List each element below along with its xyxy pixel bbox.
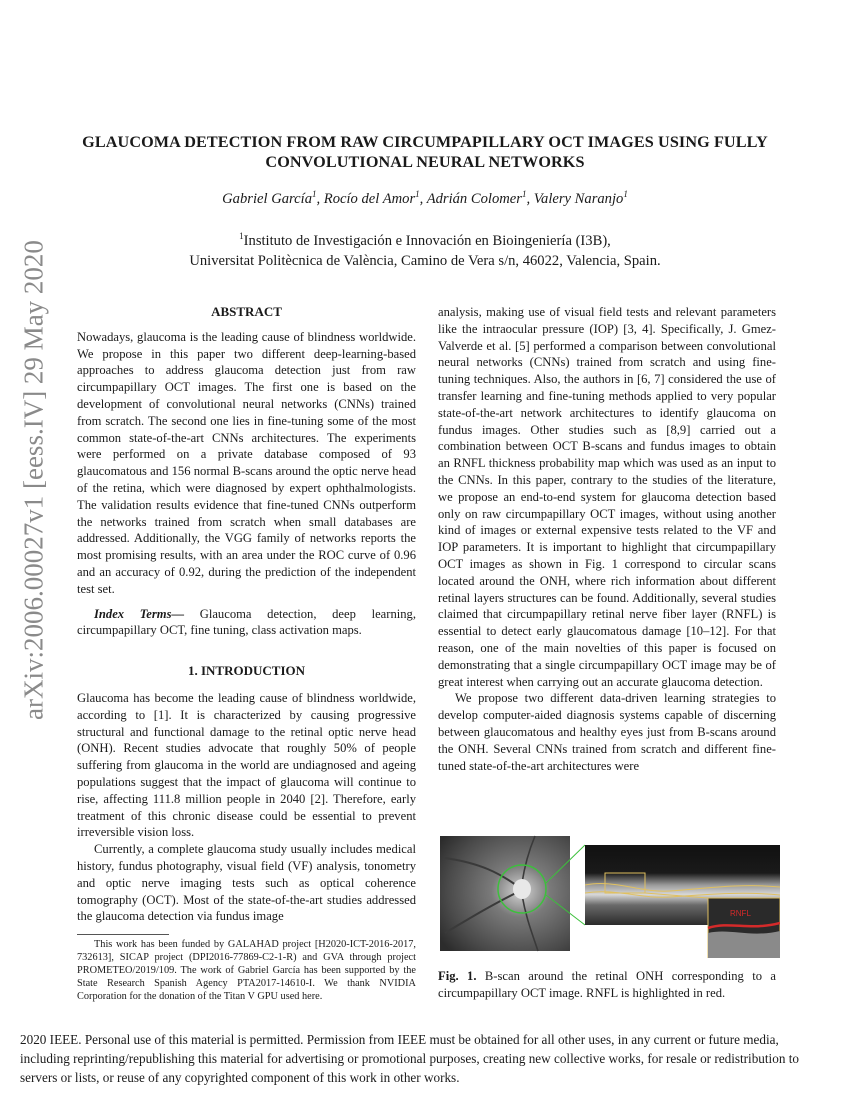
abstract-heading: ABSTRACT — [211, 304, 282, 319]
right-paragraph-2: We propose two different data-driven learning strategies to develop computer-aided diagnosis systems capable of discerning between glaucomatous and healthy eyes just from B-scans around the ONH. Several CNNs trained from scratch and different fine-tuned state-of-the-art architectures were — [438, 691, 776, 773]
footnote-text: This work has been funded by GALAHAD project [H2020-ICT-2016-2017, 732613], SICAP project (DPI2016-77869-C2-1-R) and GVA through project PROMETEO/2019/109. The work of Gabriel García has been supported by the State Research Spanish Agency PTA2017-14610-I. We thank NVIDIA Corporation for the donation of the Titan V GPU used here. — [77, 939, 416, 1002]
right-column — [438, 304, 776, 774]
fundus-image — [440, 836, 570, 951]
arxiv-side-label: arXiv:2006.00027v1 [eess.IV] 29 May 2020 — [18, 240, 49, 720]
affiliation — [60, 231, 790, 271]
optic-disc — [513, 879, 531, 899]
figure-1 — [440, 833, 780, 958]
left-column — [77, 304, 416, 925]
author-affil-mark: 1 — [623, 189, 628, 200]
index-terms-label: Index Terms— — [94, 606, 185, 621]
intro-paragraph-1: Glaucoma has become the leading cause of blindness worldwide, according to [1]. It is characterized by causing progressive structural and functional damage to the retinal optic nerve head (ONH). Recent studies advocate that roughly 50% of people suffering from glaucoma in the world are undiagnosed and ageing populations suggest that the impact of glaucoma will continue to rise, affecting 111.8 million people in 2040 [2]. Therefore, early treatment of this chronic disease could be essential to prevent irreversible vision loss. — [77, 690, 416, 840]
author-affil-mark: 1 — [521, 189, 527, 200]
index-terms — [77, 606, 416, 640]
author-name: Adrián Colomer — [426, 191, 522, 207]
funding-footnote — [77, 938, 416, 1003]
author-name: Rocío del Amor — [323, 191, 416, 207]
intro-paragraph-2: Currently, a complete glaucoma study usually includes medical history, fundus photography, visual field (VF) analysis, tonometry and optic nerve imaging tests such as optical coherence tomography (OCT). Most of the state-of-the-art studies addressed the glaucoma detection via fundus image — [77, 842, 416, 924]
author-name: Valery Naranjo — [533, 191, 624, 207]
author-affil-mark: 1 — [312, 189, 317, 200]
caption-label: Fig. 1. — [438, 969, 477, 983]
caption-text: B-scan around the retinal ONH corresponding to a circumpapillary OCT image. RNFL is highlighted in red. — [438, 969, 776, 1000]
affil-line-1: Instituto de Investigación e Innovación en Bioingeniería (I3B), — [243, 233, 611, 249]
affil-line-2: Universitat Politècnica de València, Camino de Vera s/n, 46022, Valencia, Spain. — [189, 253, 661, 269]
right-paragraph-1: analysis, making use of visual field tests and relevant parameters like the intraocular pressure (IOP) [3, 4]. Specifically, J. Gmez-Valverde et al. [5] performed a comparison between convolutional neural networks (CNNs) trained from scratch and using fine-tuning techniques. Also, the authors in [6, 7] considered the use of transfer learning and fine-tuning methods applied to very popular state-of-the-art network architectures to identify glaucoma on fundus images. Other studies such as [8,9] carried out a combination between OCT B-scans and fundus images to obtain an RNFL thickness probability map which was used as an input to the CNNs. In this paper, contrary to the studies of the literature, we propose an end-to-end system for glaucoma detection based only on raw circumpapillary OCT images, without using another kind of images or external expensive tests related to the VF and IOP parameters. It is important to highlight that circumpapillary OCT images as shown in Fig. 1 correspond to circular scans located around the ONH, where rich information about different retinal layers structures can be found. Additionally, several studies claimed that circumpapillary retinal nerve fiber layer (RNFL) is essential to detect early glaucomatous damage [10–12]. For that reason, one of the main novelties of this paper is focused on demonstrating that a single circumpapillary OCT image may be of great interest when carrying out an accurate glaucoma detection. — [438, 305, 776, 689]
abstract-text: Nowadays, glaucoma is the leading cause of blindness worldwide. We propose in this paper two different deep-learning-based approaches to address glaucoma detection just from raw circumpapillary OCT images. The first one is based on the development of convolutional neural networks (CNNs) trained from scratch. The second one lies in fine-tuning some of the most common state-of-the-art CNNs architectures. The experiments were performed on a private database composed of 93 glaucomatous and 156 normal B-scans around the optic nerve head of the retina, which were diagnosed by expert ophthalmologists. The validation results evidence that fine-tuned CNNs outperform the networks trained from scratch when small databases are addressed. Additionally, the VGG family of networks reports the most promising results, with an area under the ROC curve of 0.96 and an accuracy of 0.92, during the prediction of the independent test set. — [77, 329, 416, 596]
author-list: Gabriel García$^1$, Rocío del Amor$^1$, Adrián Colomer$^1$, Valery Naranjo$^1$ — [222, 189, 628, 207]
figure-caption — [438, 968, 776, 1002]
copyright-notice: 2020 IEEE. Personal use of this material is permitted. Permission from IEEE must be obtained for all other uses, in any current or future media, including reprinting/republishing this material for advertising or promotional purposes, creating new collective works, for resale or redistribution to servers or lists, or reuse of any copyrighted component of this work in other works. — [20, 1032, 799, 1085]
author-name: Gabriel García — [222, 191, 312, 207]
rnfl-label: RNFL — [730, 909, 751, 918]
author-affil-mark: 1 — [415, 189, 420, 200]
paper-title: GLAUCOMA DETECTION FROM RAW CIRCUMPAPILLARY OCT IMAGES USING FULLY CONVOLUTIONAL NEURAL NETWORKS — [82, 133, 768, 171]
inset-layer — [708, 931, 780, 958]
footnote-rule — [77, 934, 169, 935]
affil-mark: 1 — [239, 231, 244, 242]
intro-heading: 1. INTRODUCTION — [187, 663, 305, 679]
index-terms-text: Glaucoma detection, deep learning, circumpapillary OCT, fine tuning, class activation maps. — [77, 606, 416, 638]
